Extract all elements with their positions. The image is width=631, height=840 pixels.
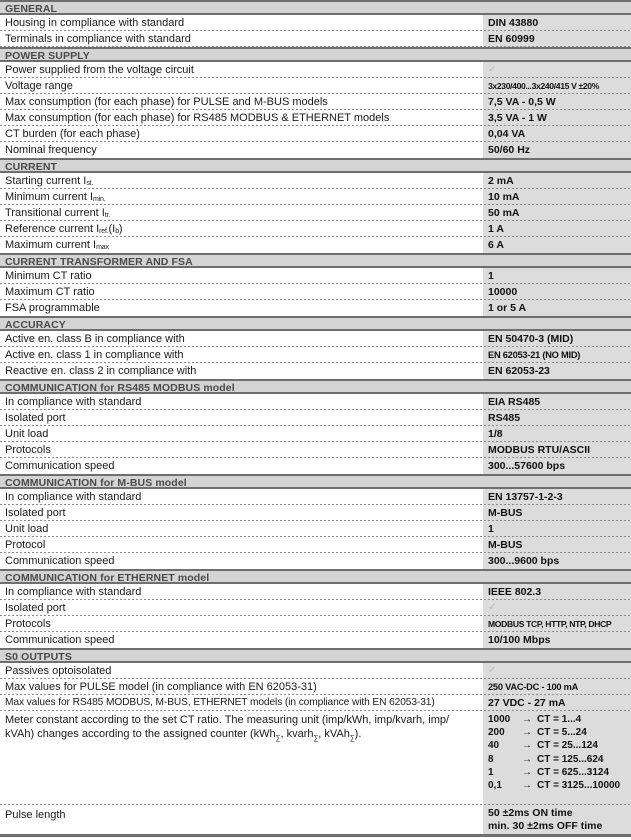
row-value: 10000 [483, 284, 631, 300]
ct-range: 625...3124 [561, 766, 609, 778]
table-row [0, 489, 631, 505]
sum-symbol-1: ∑ [275, 735, 281, 742]
row-value: 3,5 VA - 1 W [483, 110, 631, 126]
table-row [0, 600, 631, 616]
row-value: 300...9600 bps [483, 553, 631, 569]
row-label: Isolated port [0, 600, 483, 616]
row-value: 10 mA [483, 189, 631, 205]
ct-range: 125...624 [561, 753, 604, 765]
row-label-subscript: tr. [104, 212, 111, 219]
section-title: GENERAL [5, 3, 58, 15]
ct-ratio-entry [488, 739, 628, 752]
ct-ratio-list [488, 713, 628, 792]
section-header-current-transformer-fsa [0, 253, 631, 268]
row-label-paren-open: (I [108, 223, 116, 235]
row-label: In compliance with standard [0, 489, 483, 505]
table-row [0, 663, 631, 679]
row-label: Nominal frequency [0, 142, 483, 158]
table-row [0, 15, 631, 31]
row-value: 300...57600 bps [483, 458, 631, 474]
table-bottom-border [0, 834, 631, 837]
row-value: EN 13757-1-2-3 [483, 489, 631, 505]
meter-constant-line2c: , kVAh [318, 728, 350, 740]
ct-ratio-entry [488, 779, 628, 792]
row-value: 250 VAC-DC - 100 mA [483, 679, 631, 695]
row-label: Minimum CT ratio [0, 268, 483, 284]
row-label: Communication speed [0, 632, 483, 648]
row-label-subscript: st. [86, 180, 94, 187]
row-label: Active en. class 1 in compliance with [0, 347, 483, 363]
section-title: COMMUNICATION [5, 572, 98, 584]
arrow-icon: → [522, 766, 532, 778]
table-row [0, 347, 631, 363]
section-header-communication-rs485 [0, 379, 631, 394]
row-value: 6 A [483, 237, 631, 253]
row-label: Protocol [0, 537, 483, 553]
row-label [0, 173, 483, 189]
row-label: Maximum CT ratio [0, 284, 483, 300]
table-row [0, 410, 631, 426]
section-title: ACCURACY [5, 319, 66, 331]
row-label-text: Reference current I [5, 223, 100, 235]
ct-prefix: CT = [537, 714, 562, 725]
row-label-subscript-b: b [115, 228, 119, 235]
arrow-icon: → [522, 727, 532, 739]
table-row [0, 268, 631, 284]
table-row [0, 584, 631, 600]
table-row [0, 221, 631, 237]
row-label: CT burden (for each phase) [0, 126, 483, 142]
table-row [0, 363, 631, 379]
table-row [0, 679, 631, 695]
ct-ratio-mapping [483, 711, 631, 805]
row-label: In compliance with standard [0, 584, 483, 600]
ct-constant: 200 [488, 727, 505, 739]
table-row [0, 521, 631, 537]
row-value: M-BUS [483, 505, 631, 521]
section-header-communication-ethernet [0, 569, 631, 584]
ct-ratio-entry [488, 753, 628, 766]
row-label: Max values for PULSE model (in compliance with EN 62053-31) [0, 679, 483, 695]
ct-prefix: CT = [537, 727, 562, 739]
table-row [0, 331, 631, 347]
arrow-icon: → [522, 714, 532, 725]
row-label: Active en. class B in compliance with [0, 331, 483, 347]
section-title: CURRENT TRANSFORMER AND FSA [5, 256, 193, 268]
section-header-s0-outputs [0, 648, 631, 663]
row-label-text: Starting current I [5, 175, 87, 187]
section-title: COMMUNICATION [5, 477, 98, 489]
ct-prefix: CT = [537, 766, 562, 778]
ct-range: 5...24 [561, 727, 587, 739]
meter-constant-line2d: ). [354, 728, 362, 740]
row-label: Isolated port [0, 410, 483, 426]
row-label [0, 221, 483, 237]
row-label-subscript: ref. [99, 228, 109, 235]
ct-prefix: CT = [537, 753, 562, 765]
ct-range: 3125...10000 [561, 780, 621, 792]
checkmark-icon: ✓ [488, 665, 497, 676]
ct-prefix: CT = [537, 740, 562, 752]
row-value: 2 mA [483, 173, 631, 189]
row-value: 1 [483, 268, 631, 284]
row-value: EN 50470-3 (MID) [483, 331, 631, 347]
section-header-general [0, 0, 631, 15]
section-title-sub: for RS485 MODBUS model [97, 382, 235, 394]
table-row [0, 237, 631, 253]
section-header-communication-mbus [0, 474, 631, 489]
table-row-pulse-length [0, 805, 631, 834]
table-row [0, 695, 631, 711]
row-label: Power supplied from the voltage circuit [0, 62, 483, 78]
row-label [0, 205, 483, 221]
table-row [0, 142, 631, 158]
row-value: EN 62053-23 [483, 363, 631, 379]
row-value: EN 62053-21 (NO MID) [483, 347, 631, 363]
row-label: Unit load [0, 521, 483, 537]
row-value: 3x230/400...3x240/415 V ±20% [483, 78, 631, 94]
row-label: Reactive en. class 2 in compliance with [0, 363, 483, 379]
section-header-accuracy [0, 316, 631, 331]
section-header-power-supply [0, 47, 631, 62]
row-value: DIN 43880 [483, 15, 631, 31]
table-row [0, 458, 631, 474]
row-value: M-BUS [483, 537, 631, 553]
row-value [483, 805, 631, 834]
row-label-subscript: min. [93, 196, 106, 203]
ct-range: 1...4 [561, 714, 582, 725]
row-label: Pulse length [0, 805, 483, 834]
row-label: Protocols [0, 616, 483, 632]
section-title-sub: for M-BUS model [97, 477, 187, 489]
table-row [0, 94, 631, 110]
table-row [0, 442, 631, 458]
table-row-meter-constant [0, 711, 631, 805]
table-row [0, 632, 631, 648]
ct-ratio-entry [488, 766, 628, 779]
row-value [483, 663, 631, 679]
ct-constant: 1000 [488, 714, 511, 725]
row-label-subscript: max [96, 244, 109, 251]
row-value: RS485 [483, 410, 631, 426]
table-row [0, 173, 631, 189]
section-header-current [0, 158, 631, 173]
meter-constant-line2b: , kvarh [280, 728, 314, 740]
table-row [0, 537, 631, 553]
checkmark-icon: ✓ [488, 64, 497, 75]
ct-constant: 1 [488, 766, 494, 778]
sum-symbol-3: ∑ [349, 735, 355, 742]
row-value: MODBUS TCP, HTTP, NTP, DHCP [483, 616, 631, 632]
row-label: Terminals in compliance with standard [0, 31, 483, 47]
ct-range: 25...124 [561, 740, 598, 752]
row-value: 1 A [483, 221, 631, 237]
row-value: 27 VDC - 27 mA [483, 695, 631, 711]
table-row [0, 300, 631, 316]
row-value: MODBUS RTU/ASCII [483, 442, 631, 458]
table-row [0, 553, 631, 569]
ct-ratio-entry [488, 726, 628, 739]
section-title: S0 OUTPUTS [5, 651, 72, 663]
row-label: Housing in compliance with standard [0, 15, 483, 31]
row-label [0, 189, 483, 205]
row-label: Passives optoisolated [0, 663, 483, 679]
ct-constant: 0,1 [488, 780, 502, 792]
row-label: Isolated port [0, 505, 483, 521]
row-label-text: Minimum current I [5, 191, 94, 203]
pulse-off-time: min. 30 ±2ms OFF time [488, 820, 603, 832]
row-label: Communication speed [0, 458, 483, 474]
ct-prefix: CT = [537, 780, 562, 792]
table-row [0, 205, 631, 221]
table-row [0, 505, 631, 521]
table-row [0, 189, 631, 205]
row-label: FSA programmable [0, 300, 483, 316]
meter-constant-description [0, 711, 483, 805]
arrow-icon: → [522, 753, 532, 765]
row-value [483, 62, 631, 78]
ct-constant: 40 [488, 740, 500, 752]
table-row [0, 78, 631, 94]
arrow-icon: → [522, 740, 532, 752]
row-value: EN 60999 [483, 31, 631, 47]
row-value [483, 600, 631, 616]
row-value: 50 mA [483, 205, 631, 221]
table-row [0, 110, 631, 126]
section-title: POWER SUPPLY [5, 50, 90, 62]
section-title: CURRENT [5, 161, 58, 173]
checkmark-icon: ✓ [488, 602, 497, 613]
row-label: Unit load [0, 426, 483, 442]
row-label [0, 237, 483, 253]
row-label: In compliance with standard [0, 394, 483, 410]
row-label: Protocols [0, 442, 483, 458]
table-row [0, 394, 631, 410]
row-value: 1/8 [483, 426, 631, 442]
row-label-text: Transitional current I [5, 207, 105, 219]
row-value: 7,5 VA - 0,5 W [483, 94, 631, 110]
pulse-on-time: 50 ±2ms ON time [488, 807, 573, 819]
row-value: 0,04 VA [483, 126, 631, 142]
meter-constant-line2a: kVAh) changes according to the assigned counter (kWh [5, 728, 276, 740]
row-value: 50/60 Hz [483, 142, 631, 158]
row-value: 10/100 Mbps [483, 632, 631, 648]
row-label: Max values for RS485 MODBUS, M-BUS, ETHERNET models (in compliance with EN 62053-31) [0, 695, 483, 711]
table-row [0, 126, 631, 142]
section-title: COMMUNICATION [5, 382, 98, 394]
row-label-paren-close: ) [118, 223, 123, 235]
table-row [0, 616, 631, 632]
section-title-sub: for ETHERNET model [97, 572, 210, 584]
ct-ratio-entry [488, 713, 628, 726]
table-row [0, 31, 631, 47]
row-value: 1 [483, 521, 631, 537]
row-value: 1 or 5 A [483, 300, 631, 316]
row-label-text: Maximum current I [5, 239, 97, 251]
row-label: Max consumption (for each phase) for RS485 MODBUS & ETHERNET models [0, 110, 483, 126]
table-row [0, 426, 631, 442]
meter-constant-line1: Meter constant according to the set CT ratio. The measuring unit (imp/kWh, imp/kvarh, imp/ [5, 714, 450, 726]
ct-constant: 8 [488, 753, 494, 765]
row-label: Voltage range [0, 78, 483, 94]
table-row [0, 62, 631, 78]
row-value: EIA RS485 [483, 394, 631, 410]
table-row [0, 284, 631, 300]
arrow-icon: → [522, 780, 532, 792]
row-value: IEEE 802.3 [483, 584, 631, 600]
row-label: Max consumption (for each phase) for PULSE and M-BUS models [0, 94, 483, 110]
sum-symbol-2: ∑ [313, 735, 319, 742]
row-label: Communication speed [0, 553, 483, 569]
